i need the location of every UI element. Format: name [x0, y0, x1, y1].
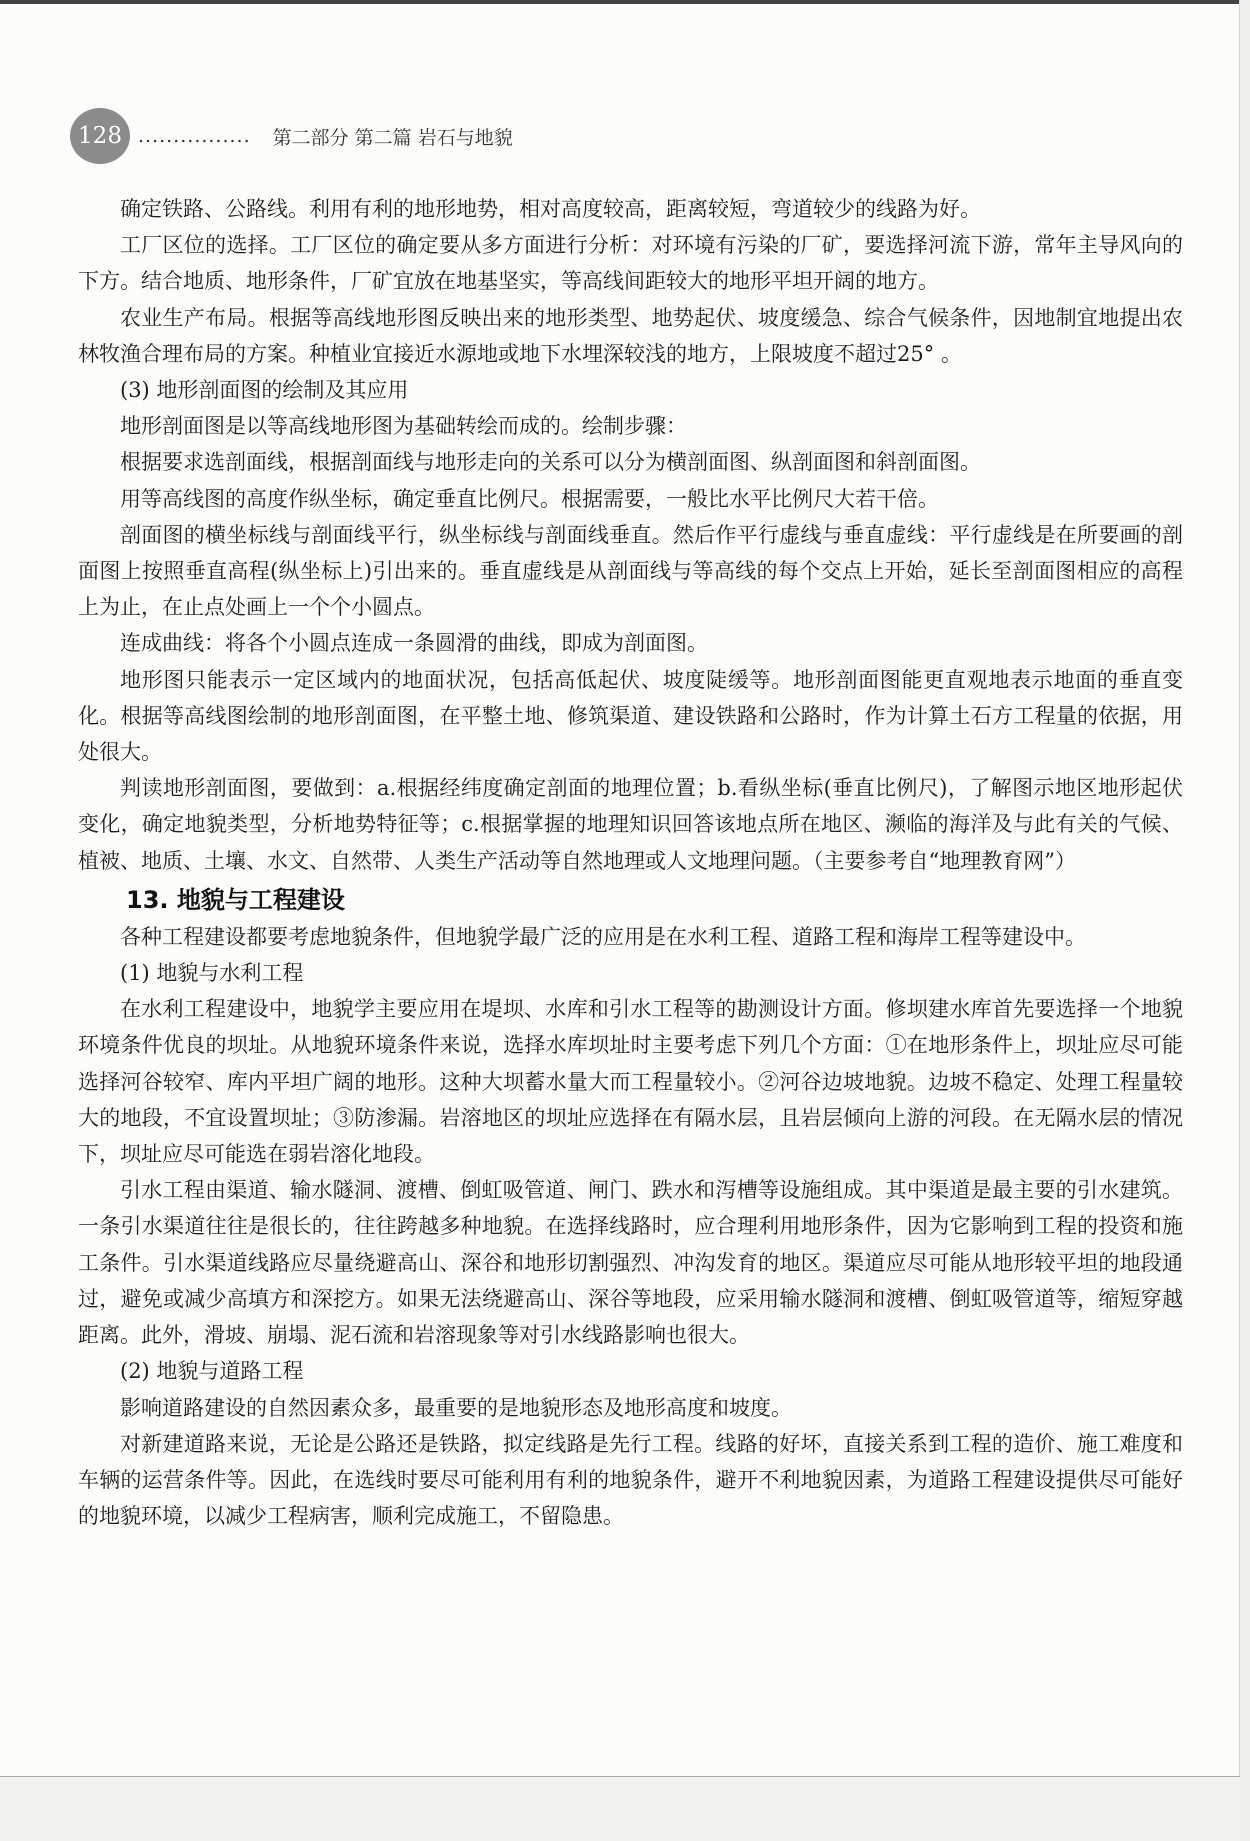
- paragraph: 判读地形剖面图，要做到：a.根据经纬度确定剖面的地理位置；b.看纵坐标(垂直比例尺)，了解图示地区地形起伏变化，确定地貌类型，分析地势特征等；c.根据掌握的地理知识回答该地点所在地区、濒临的海洋及与此有关的气候、植被、地质、土壤、水文、自然带、人类生产活动等自然地理或人文地理问题。（主要参考自“地理教育网”）: [78, 776, 1183, 873]
- paragraph: 引水工程由渠道、输水隧洞、渡槽、倒虹吸管道、闸门、跌水和泻槽等设施组成。其中渠道是最主要的引水建筑。一条引水渠道往往是很长的，往往跨越多种地貌。在选择线路时，应合理利用地形条件，因为它影响到工程的投资和施工条件。引水渠道线路应尽量绕避高山、深谷和地形切割强烈、冲沟发育的地区。渠道应尽可能从地形较平坦的地段通过，避免或减少高填方和深挖方。如果无法绕避高山、深谷等地段，应采用输水隧洞和渡槽、倒虹吸管道等，缩短穿越距离。此外，滑坡、崩塌、泥石流和岩溶现象等对引水线路影响也很大。: [78, 1178, 1183, 1348]
- paragraph: 农业生产布局。根据等高线地形图反映出来的地形类型、地势起伏、坡度缓急、综合气候条件，因地制宜地提出农林牧渔合理布局的方案。种植业宜接近水源地或地下水埋深较浅的地方，上限坡度不超过25° 。: [78, 305, 1183, 366]
- page-edge: [1239, 0, 1250, 1841]
- paragraph: 对新建道路来说，无论是公路还是铁路，拟定线路是先行工程。线路的好坏，直接关系到工程的造价、施工难度和车辆的运营条件等。因此，在选线时要尽可能利用有利的地貌条件，避开不利地貌因素，为道路工程建设提供尽可能好的地貌环境，以减少工程病害，顺利完成施工，不留隐患。: [78, 1431, 1183, 1529]
- body-text: [78, 191, 1183, 1534]
- paragraph: 地形剖面图是以等高线地形图为基础转绘而成的。绘制步骤：: [120, 414, 687, 439]
- running-header: [70, 108, 513, 164]
- header-section-title: 第二部分 第二篇 岩石与地貌: [272, 126, 513, 149]
- paragraph: 连成曲线：将各个小圆点连成一条圆滑的曲线，即成为剖面图。: [120, 631, 708, 656]
- paragraph: 各种工程建设都要考虑地貌条件，但地貌学最广泛的应用是在水利工程、道路工程和海岸工程等建设中。: [120, 924, 1086, 949]
- section-heading: 13. 地貌与工程建设: [126, 885, 345, 914]
- paragraph: 根据要求选剖面线，根据剖面线与地形走向的关系可以分为横剖面图、纵剖面图和斜剖面图。: [120, 450, 981, 475]
- bottom-margin: [0, 1777, 1240, 1841]
- paragraph: 影响道路建设的自然因素众多，最重要的是地貌形态及地形高度和坡度。: [120, 1395, 792, 1420]
- subheading: (3) 地形剖面图的绘制及其应用: [120, 378, 409, 403]
- paragraph: 用等高线图的高度作纵坐标，确定垂直比例尺。根据需要，一般比水平比例尺大若干倍。: [120, 486, 939, 511]
- paragraph: 在水利工程建设中，地貌学主要应用在堤坝、水库和引水工程等的勘测设计方面。修坝建水库首先要选择一个地貌环境条件优良的坝址。从地貌环境条件来说，选择水库坝址时主要考虑下列几个方面：①在地形条件上，坝址应尽可能选择河谷较窄、库内平坦广阔的地形。这种大坝蓄水量大而工程量较小。②河谷边坡地貌。边坡不稳定、处理工程量较大的地段，不宜设置坝址；③防渗漏。岩溶地区的坝址应选择在有隔水层，且岩层倾向上游的河段。在无隔水层的情况下，坝址应尽可能选在弱岩溶化地段。: [78, 997, 1183, 1167]
- subheading: (1) 地貌与水利工程: [120, 961, 304, 986]
- paragraph: 工厂区位的选择。工厂区位的确定要从多方面进行分析：对环境有污染的厂矿，要选择河流下游，常年主导风向的下方。结合地质、地形条件，厂矿宜放在地基坚实，等高线间距较大的地形平坦开阔的地方。: [78, 233, 1183, 294]
- header-leader-dots: ................: [138, 125, 251, 147]
- page-number: 128: [70, 108, 130, 164]
- subheading: (2) 地貌与道路工程: [120, 1359, 304, 1384]
- paragraph: 剖面图的横坐标线与剖面线平行，纵坐标线与剖面线垂直。然后作平行虚线与垂直虚线：平行虚线是在所要画的剖面图上按照垂直高程(纵坐标上)引出来的。垂直虚线是从剖面线与等高线的每个交点上开始，延长至剖面图相应的高程上为止，在止点处画上一个个小圆点。: [78, 522, 1183, 620]
- paragraph: 地形图只能表示一定区域内的地面状况，包括高低起伏、坡度陡缓等。地形剖面图能更直观地表示地面的垂直变化。根据等高线图绘制的地形剖面图，在平整土地、修筑渠道、建设铁路和公路时，作为计算土石方工程量的依据，用处很大。: [78, 667, 1183, 765]
- top-rule: [0, 0, 1250, 4]
- paragraph: 确定铁路、公路线。利用有利的地形地势，相对高度较高，距离较短，弯道较少的线路为好。: [120, 197, 981, 221]
